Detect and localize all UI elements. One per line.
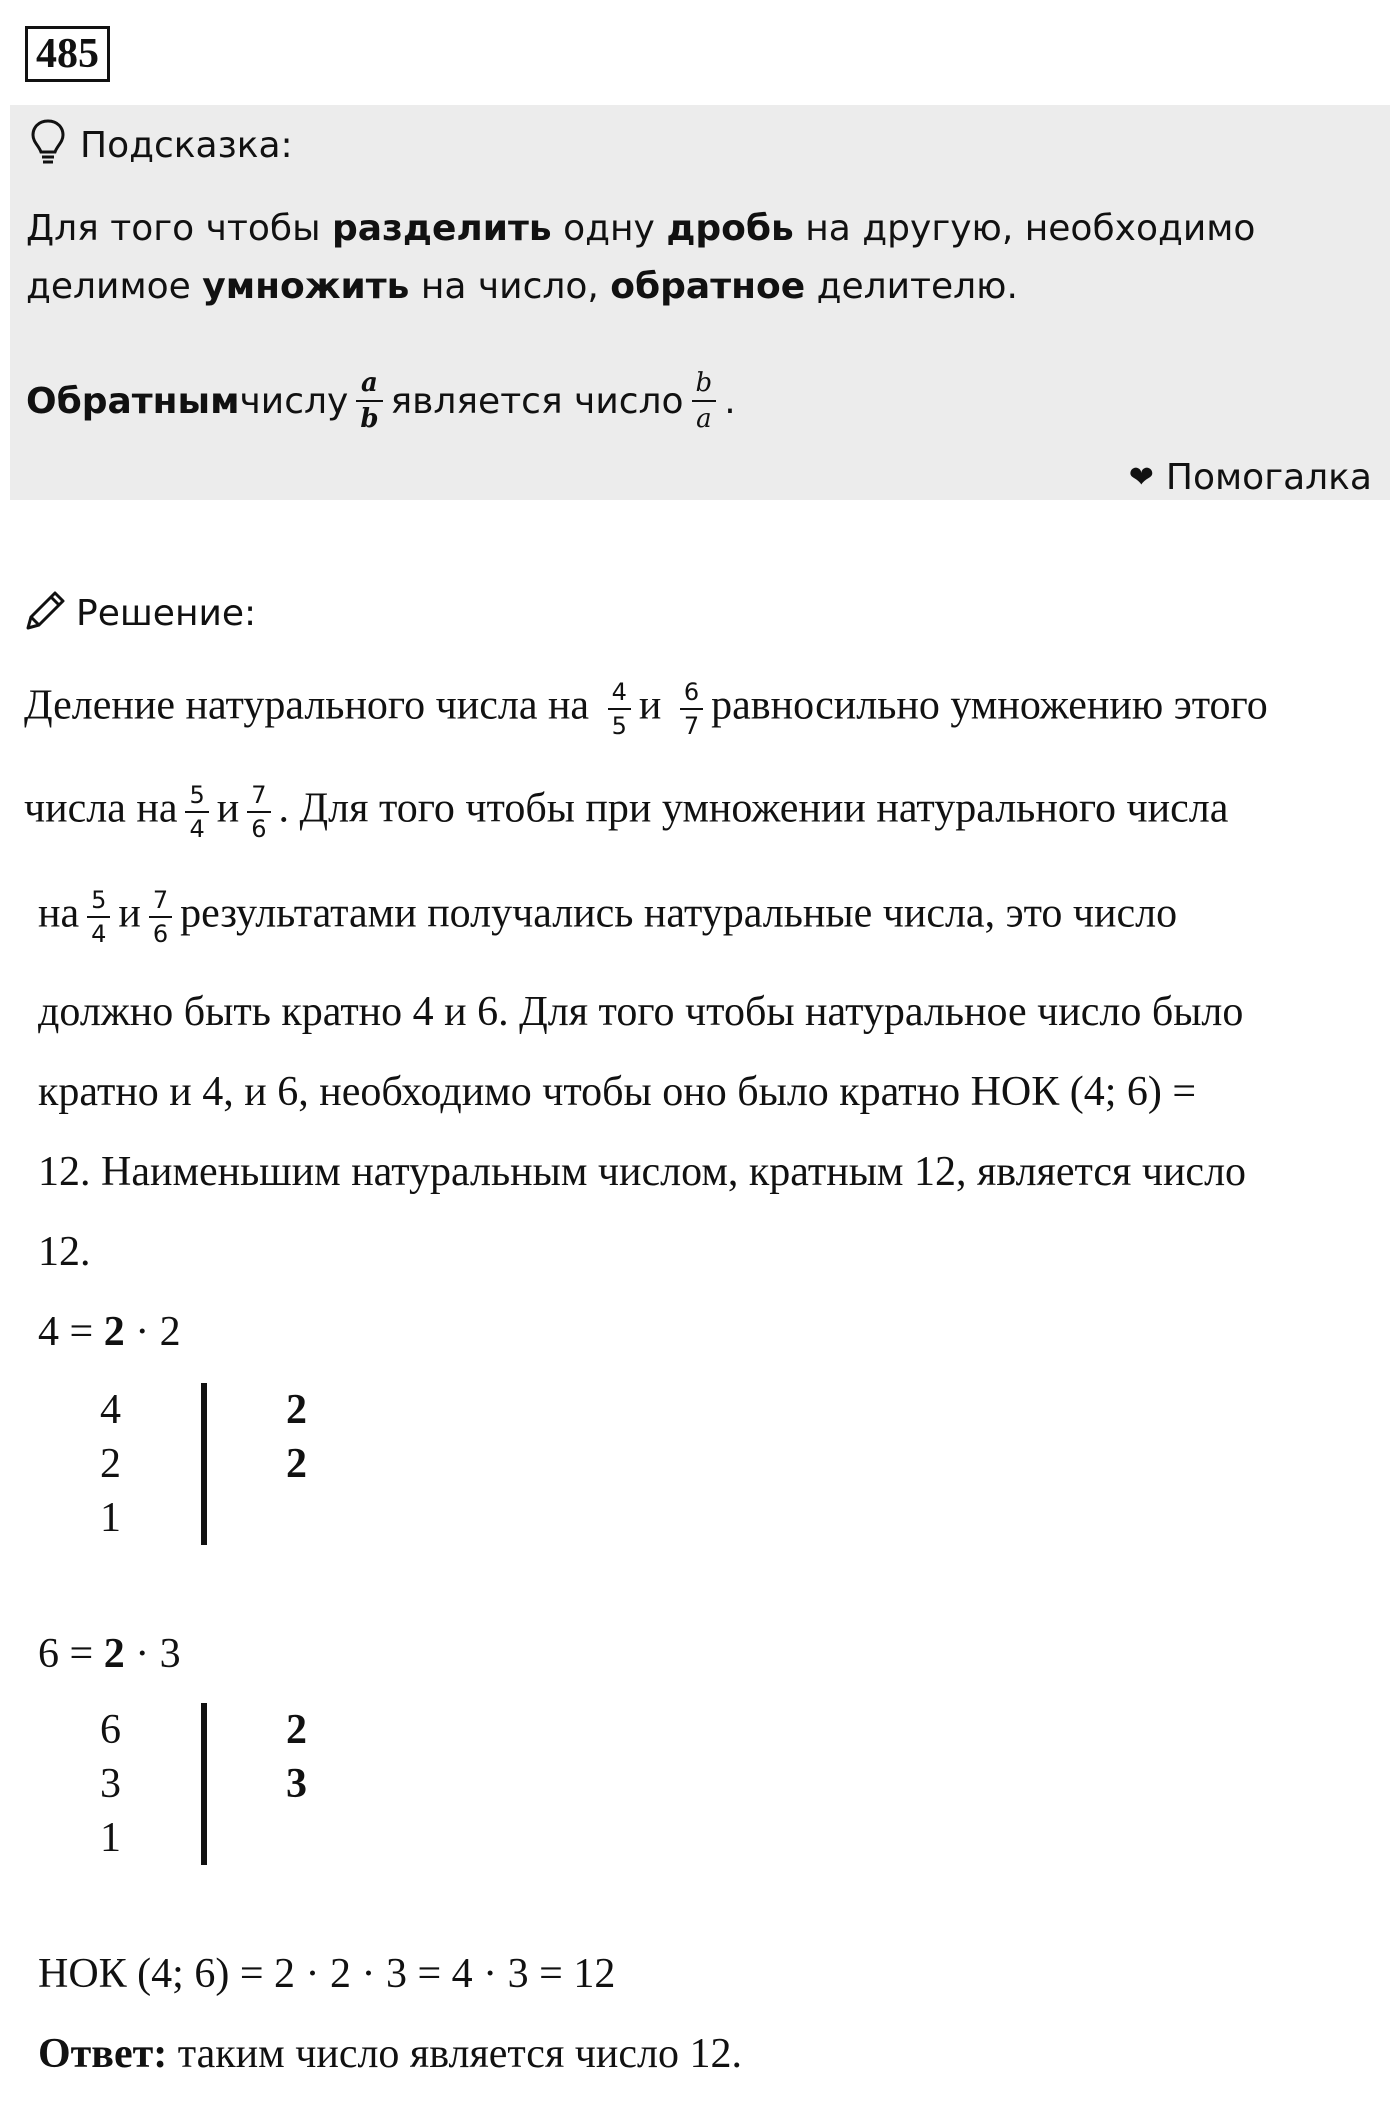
hint-title: Подсказка: xyxy=(80,124,293,166)
equation-4: 4 = 2 · 2 xyxy=(38,1309,181,1355)
solution-line-4: должно быть кратно 4 и 6. Для того чтобы натуральное число было xyxy=(38,989,1244,1035)
hint-header xyxy=(30,115,293,175)
hint-box xyxy=(10,105,1390,500)
hint-rule-line1: Для того чтобы разделить одну дробь на другую, необходимо xyxy=(26,208,1256,249)
factorization-divider xyxy=(201,1383,207,1545)
prime-factor: 2 xyxy=(286,1707,307,1753)
prime-factor: 3 xyxy=(286,1761,307,1807)
answer xyxy=(38,2030,742,2078)
factor-number: 4 xyxy=(100,1387,121,1433)
equation-6: 6 = 2 · 3 xyxy=(38,1631,181,1677)
solution-line-2: числа на $\frac{5}{4}$ и $\frac{7}{6}$ . Для того чтобы при умножении натурального числа xyxy=(24,781,1229,843)
credit-link[interactable] xyxy=(1129,457,1372,498)
fraction-7-6: $\frac{7}{6}$ xyxy=(149,888,172,946)
answer-text: таким число является число 12. xyxy=(167,2031,742,2077)
fraction-7-6: $\frac{7}{6}$ xyxy=(247,783,270,841)
factor-number: 1 xyxy=(100,1495,121,1541)
fraction-4-5: $\frac{4}{5}$ xyxy=(608,680,631,738)
prime-factor: 2 xyxy=(286,1441,307,1487)
solution-line-3: на $\frac{5}{4}$ и $\frac{7}{6}$ результатами получались натуральные числа, это число xyxy=(38,886,1178,948)
heart-icon: ❤ xyxy=(1128,460,1154,495)
fraction-5-4: $\frac{5}{4}$ xyxy=(185,783,208,841)
solution-line-7: 12. xyxy=(38,1229,91,1275)
lightbulb-icon xyxy=(30,118,66,172)
fraction-6-7: $\frac{6}{7}$ xyxy=(680,680,703,738)
solution-header xyxy=(22,585,256,641)
solution-title: Решение: xyxy=(76,592,257,634)
hint-reciprocal: Обратным числу $\frac{a}{b}$ является число $\frac{b}{a}$ . xyxy=(26,368,736,434)
task-number: 485 xyxy=(25,26,110,82)
factorization-divider xyxy=(201,1703,207,1865)
lcm-equation: НОК (4; 6) = 2 · 2 · 3 = 4 · 3 = 12 xyxy=(38,1951,616,1997)
factor-number: 3 xyxy=(100,1761,121,1807)
factor-number: 1 xyxy=(100,1815,121,1861)
credit-label: Помогалка xyxy=(1165,457,1372,498)
hint-rule-line2: делимое умножить на число, обратное делителю. xyxy=(26,266,1018,307)
factor-number: 2 xyxy=(100,1441,121,1487)
factor-number: 6 xyxy=(100,1707,121,1753)
solution-line-1: Деление натурального числа на $\frac{4}{5}$ и $\frac{6}{7}$ равносильно умножению этого xyxy=(24,678,1268,740)
fraction-a-over-b: $\frac{a}{b}$ xyxy=(356,370,382,432)
fraction-b-over-a: $\frac{b}{a}$ xyxy=(692,370,717,432)
prime-factor: 2 xyxy=(286,1387,307,1433)
solution-line-6: 12. Наименьшим натуральным числом, кратным 12, является число xyxy=(38,1149,1247,1195)
solution-line-5: кратно и 4, и 6, необходимо чтобы оно было кратно НОК (4; 6) = xyxy=(38,1069,1197,1115)
hint-rule xyxy=(26,200,1255,316)
answer-label: Ответ: xyxy=(38,2031,168,2077)
fraction-5-4: $\frac{5}{4}$ xyxy=(87,888,110,946)
pencil-icon xyxy=(22,588,68,638)
